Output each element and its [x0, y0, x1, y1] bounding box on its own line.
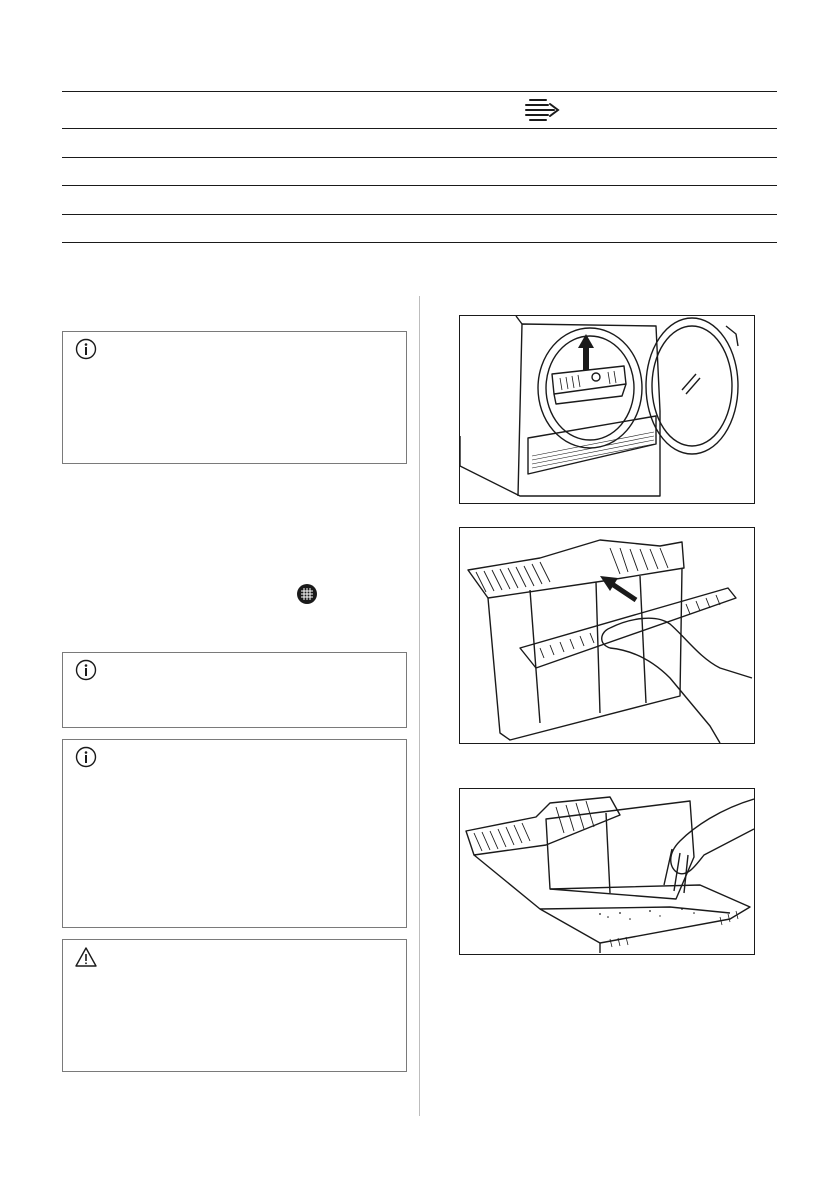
table-rule-3 [62, 185, 777, 186]
upward-arrow-icon [578, 334, 594, 370]
table-rule-1 [62, 128, 777, 129]
info-note-box-2 [62, 652, 407, 728]
table-rule-top [62, 91, 777, 92]
filter-symbol-icon [296, 583, 318, 605]
warning-note-box [62, 939, 407, 1072]
table-rule-4 [62, 214, 777, 215]
info-icon [75, 746, 97, 768]
table-rule-bottom [62, 242, 777, 243]
arrow-icon [600, 576, 636, 600]
info-note-box-3 [62, 739, 407, 928]
info-icon [75, 338, 97, 360]
table-rule-2 [62, 157, 777, 158]
info-note-box-1 [62, 331, 407, 464]
warning-icon [75, 946, 97, 968]
column-divider [419, 296, 420, 1116]
fast-drying-option-icon [524, 97, 562, 123]
figure-open-filter [459, 527, 755, 744]
info-icon [75, 659, 97, 681]
figure-clean-filter [459, 788, 755, 955]
figure-remove-filter [459, 315, 755, 504]
